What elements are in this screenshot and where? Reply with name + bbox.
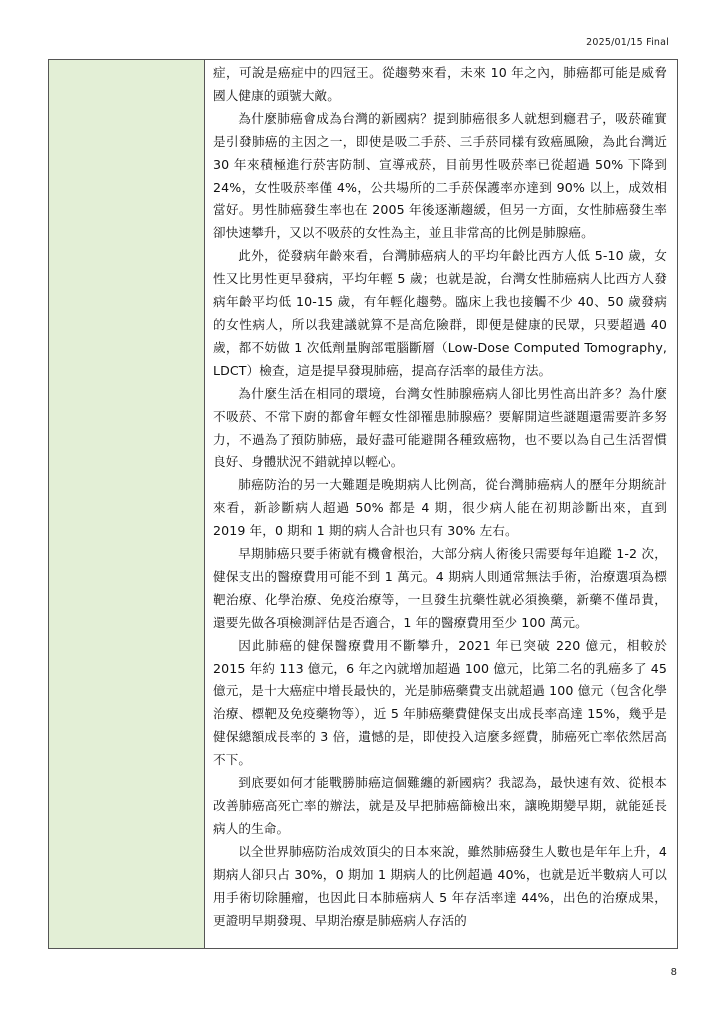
paragraph-4: 為什麼生活在相同的環境，台灣女性肺腺癌病人卻比男性高出許多？為什麼不吸菸、不常下廚的都會年輕女性卻罹患肺腺癌？要解開這些謎題還需要許多努力，不過為了預防肺癌，最好盡可能避開各種致癌物，也不要以為自己生活習慣良好、身體狀況不錯就掉以輕心。: [213, 385, 667, 470]
content-table: [48, 59, 678, 949]
paragraph-6: 早期肺癌只要手術就有機會根治，大部分病人術後只需要每年追蹤 1-2 次，健保支出的醫療費用可能不到 1 萬元。4 期病人則通常無法手術，治療選項為標靶治療、化學治療、免疫治療等，一旦發生抗藥性就必須換藥，新藥不僅昂貴，還要先做各項檢測評估是否適合，1 年的醫療費用至少 100 萬元。: [213, 546, 667, 630]
table-left-column: [49, 60, 205, 948]
paragraph-8: 到底要如何才能戰勝肺癌這個難纏的新國病？我認為，最快速有效、從根本改善肺癌高死亡率的辦法，就是及早把肺癌篩檢出來，讓晚期變早期，就能延長病人的生命。: [213, 775, 667, 836]
page-number: 8: [670, 967, 677, 978]
paragraph-3: 此外，從發病年齡來看，台灣肺癌病人的平均年齡比西方人低 5-10 歲，女性又比男性更早發病，平均年輕 5 歲；也就是說，台灣女性肺癌病人比西方人發病年齡平均低 10-15 歲，有年輕化趨勢。臨床上我也接觸不少 40、50 歲發病的女性病人，所以我建議就算不是高危險群，即便是健康的民眾，只要超過 40 歲，都不妨做 1 次低劑量胸部電腦斷層（Low-Dose Computed Tomography, LDCT）檢查，這是提早發現肺癌，提高存活率的最佳方法。: [213, 248, 667, 378]
paragraph-2: 為什麼肺癌會成為台灣的新國病？提到肺癌很多人就想到癮君子，吸菸確實是引發肺癌的主因之一，即使是吸二手菸、三手菸同樣有致癌風險，為此台灣近 30 年來積極進行菸害防制、宣導戒菸，目前男性吸菸率已從超過 50% 下降到 24%，女性吸菸率僅 4%，公共場所的二手菸保護率亦達到 90% 以上，成效相當好。男性肺癌發生率也在 2005 年後逐漸趨緩，但另一方面，女性肺癌發生率卻快速攀升，又以不吸菸的女性為主，並且非常高的比例是肺腺癌。: [213, 110, 667, 241]
table-right-column: [205, 60, 677, 948]
paragraph-1: 症，可說是癌症中的四冠王。從趨勢來看，未來 10 年之內，肺癌都可能是威脅國人健康的頭號大敵。: [213, 65, 667, 103]
header-date: 2025/01/15 Final: [586, 37, 669, 48]
paragraph-7: 因此肺癌的健保醫療費用不斷攀升，2021 年已突破 220 億元，相較於 2015 年約 113 億元，6 年之內就增加超過 100 億元，比第二名的乳癌多了 45 億元，是十大癌症中增長最快的，光是肺癌藥費支出就超過 100 億元（包含化學治療、標靶及免疫藥物等），近 5 年肺癌藥費健保支出成長率高達 15%，幾乎是健保總額成長率的 3 倍，遺憾的是，即使投入這麼多經費，肺癌死亡率依然居高不下。: [213, 637, 667, 768]
paragraph-5: 肺癌防治的另一大難題是晚期病人比例高，從台灣肺癌病人的歷年分期統計來看，新診斷病人超過 50% 都是 4 期，很少病人能在初期診斷出來，直到 2019 年，0 期和 1 期的病人合計也只有 30% 左右。: [213, 477, 667, 539]
paragraph-9: 以全世界肺癌防治成效頂尖的日本來說，雖然肺癌發生人數也是年年上升，4 期病人卻只占 30%，0 期加 1 期病人的比例超過 40%，也就是近半數病人可以用手術切除腫瘤，也因此日本肺癌病人 5 年存活率達 44%，出色的治療成果，更證明早期發現、早期治療是肺癌病人存活的: [213, 843, 667, 928]
